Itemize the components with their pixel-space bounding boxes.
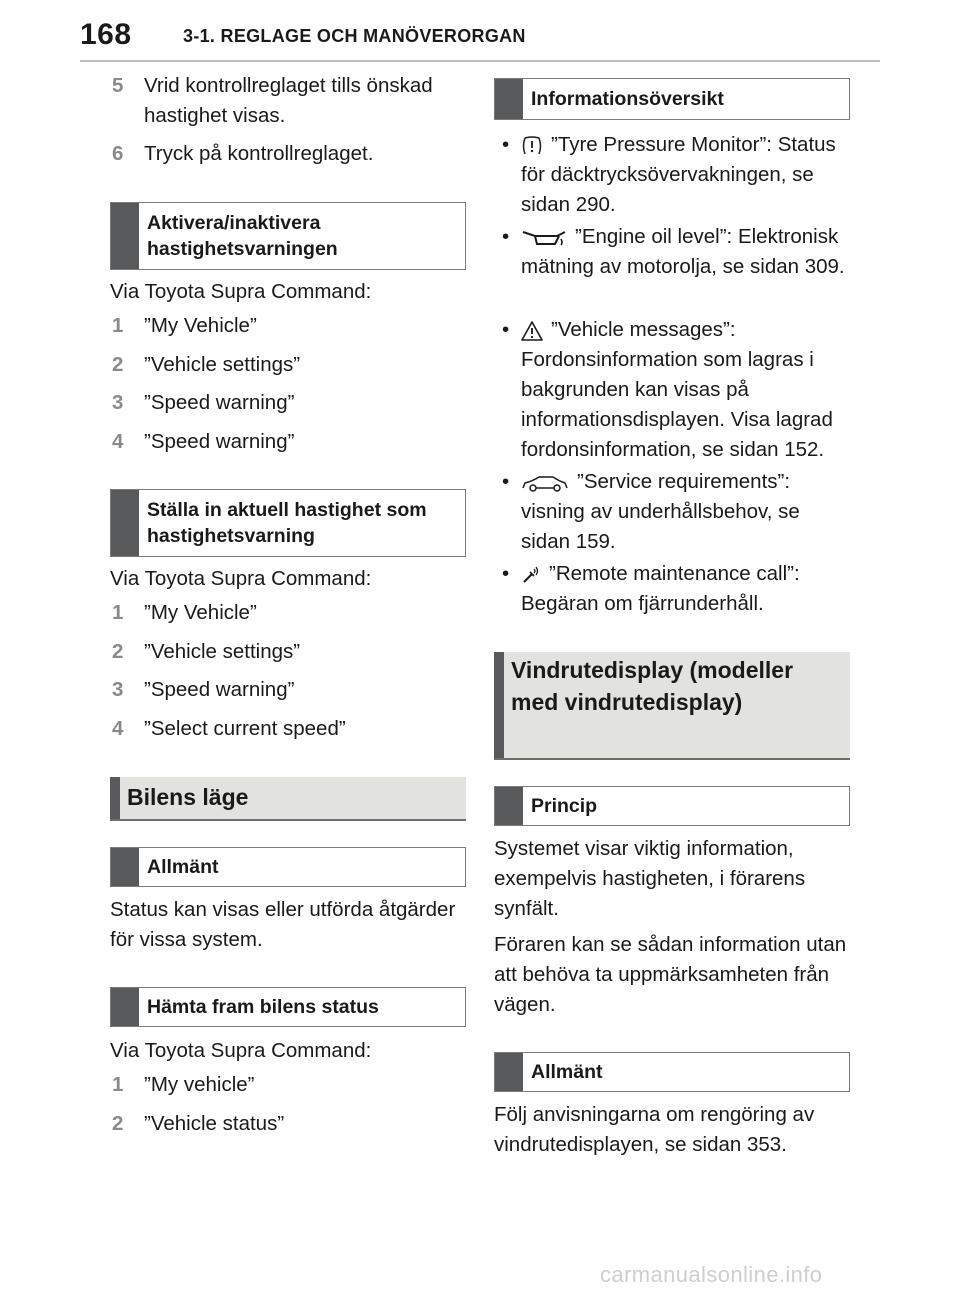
section-heading-activate-speed-warning — [110, 202, 466, 270]
step-text: ”Vehicle status” — [144, 1112, 285, 1135]
heading-text: Allmänt — [147, 856, 219, 878]
step-number: 4 — [112, 430, 124, 453]
bullet-text: ”Service requirements”: visning av underhållsbehov, se sidan 159. — [521, 470, 800, 553]
step-number: 5 — [112, 74, 124, 97]
remote-wrench-icon — [521, 565, 541, 585]
step-number: 1 — [112, 1073, 124, 1096]
section-heading-general — [110, 847, 466, 887]
heading-bar — [110, 777, 120, 819]
step-text: Vrid kontrollreglaget tills önskad hastighet visas. — [144, 74, 433, 127]
page-header — [0, 0, 960, 62]
engine-oil-icon — [521, 228, 567, 248]
heading-text: Allmänt — [531, 1061, 603, 1083]
section-heading-set-current-speed — [110, 489, 466, 557]
general-paragraph: Följ anvisningarna om rengöring av vindrutedisplayen, se sidan 353. — [494, 1103, 815, 1156]
step-number: 1 — [112, 314, 124, 337]
step-text: ”Speed warning” — [144, 678, 295, 701]
section-heading-principle — [494, 786, 850, 826]
via-command-text: Via Toyota Supra Command: — [110, 1039, 372, 1062]
step-text: Tryck på kontrollreglaget. — [144, 142, 374, 165]
step-text: ”Speed warning” — [144, 430, 295, 453]
watermark: carmanualsonline.info — [600, 1262, 823, 1287]
chapter-title: 3-1. REGLAGE OCH MANÖVERORGAN — [183, 26, 526, 46]
step-text: ”My Vehicle” — [144, 314, 257, 337]
via-command-text: Via Toyota Supra Command: — [110, 567, 372, 590]
heading-bar — [111, 988, 139, 1026]
header-divider — [80, 60, 880, 62]
bullet-text: ”Engine oil level”: Elektronisk mätning av motorolja, se sidan 309. — [521, 225, 845, 278]
heading-text: Princip — [531, 795, 598, 817]
step-number: 2 — [112, 640, 124, 663]
step-text: ”Vehicle settings” — [144, 353, 301, 376]
status-description: Status kan visas eller utförda åtgärder för vissa system. — [110, 898, 456, 951]
bullet-text: ”Tyre Pressure Monitor”: Status för däcktrycksövervakningen, se sidan 290. — [521, 133, 836, 216]
heading-text: Vindrutedisplay (modeller med vindrutedisplay) — [511, 657, 794, 715]
step-text: ”Select current speed” — [144, 717, 346, 740]
step-number: 4 — [112, 717, 124, 740]
section-heading-fetch-status — [110, 987, 466, 1027]
via-command-text: Via Toyota Supra Command: — [110, 280, 372, 303]
service-car-icon — [521, 473, 569, 493]
heading-bar — [494, 652, 504, 758]
bullet-text: ”Remote maintenance call”: Begäran om fjärrunderhåll. — [521, 562, 800, 615]
heading-bar — [495, 79, 523, 119]
heading-bar — [111, 848, 139, 886]
step-number: 3 — [112, 391, 124, 414]
heading-text: Bilens läge — [127, 784, 249, 810]
heading-bar — [111, 203, 139, 269]
heading-text: Hämta fram bilens status — [147, 996, 379, 1018]
principle-paragraph: Föraren kan se sådan information utan att behöva ta uppmärksamheten från vägen. — [494, 933, 847, 1016]
heading-bar — [495, 1053, 523, 1091]
warning-triangle-icon — [521, 321, 543, 341]
step-number: 6 — [112, 142, 124, 165]
step-number: 2 — [112, 353, 124, 376]
step-number: 2 — [112, 1112, 124, 1135]
section-heading-general — [494, 1052, 850, 1092]
heading-bar — [111, 490, 139, 556]
heading-text: Informationsöversikt — [531, 88, 724, 110]
section-heading-info-overview — [494, 78, 850, 120]
step-number: 1 — [112, 601, 124, 624]
heading-text: Ställa in aktuell hastighet som hastighetsvarning — [147, 499, 427, 547]
heading-bar — [495, 787, 523, 825]
step-text: ”Speed warning” — [144, 391, 295, 414]
heading-text: Aktivera/inaktivera hastighetsvarningen — [147, 212, 338, 260]
principle-paragraph: Systemet visar viktig information, exempelvis hastigheten, i förarens synfält. — [494, 837, 806, 920]
bullet-text: ”Vehicle messages”: Fordonsinformation som lagras i bakgrunden kan visas på informationsdisplayen. Visa lagrad fordonsinformation, se sidan 152. — [521, 318, 833, 461]
step-text: ”My vehicle” — [144, 1073, 255, 1096]
section-heading-hud — [494, 652, 850, 760]
section-heading-vehicle-status — [110, 777, 466, 821]
step-number: 3 — [112, 678, 124, 701]
page-number: 168 — [80, 18, 132, 51]
step-text: ”My Vehicle” — [144, 601, 257, 624]
tyre-pressure-icon — [521, 136, 543, 156]
step-text: ”Vehicle settings” — [144, 640, 301, 663]
